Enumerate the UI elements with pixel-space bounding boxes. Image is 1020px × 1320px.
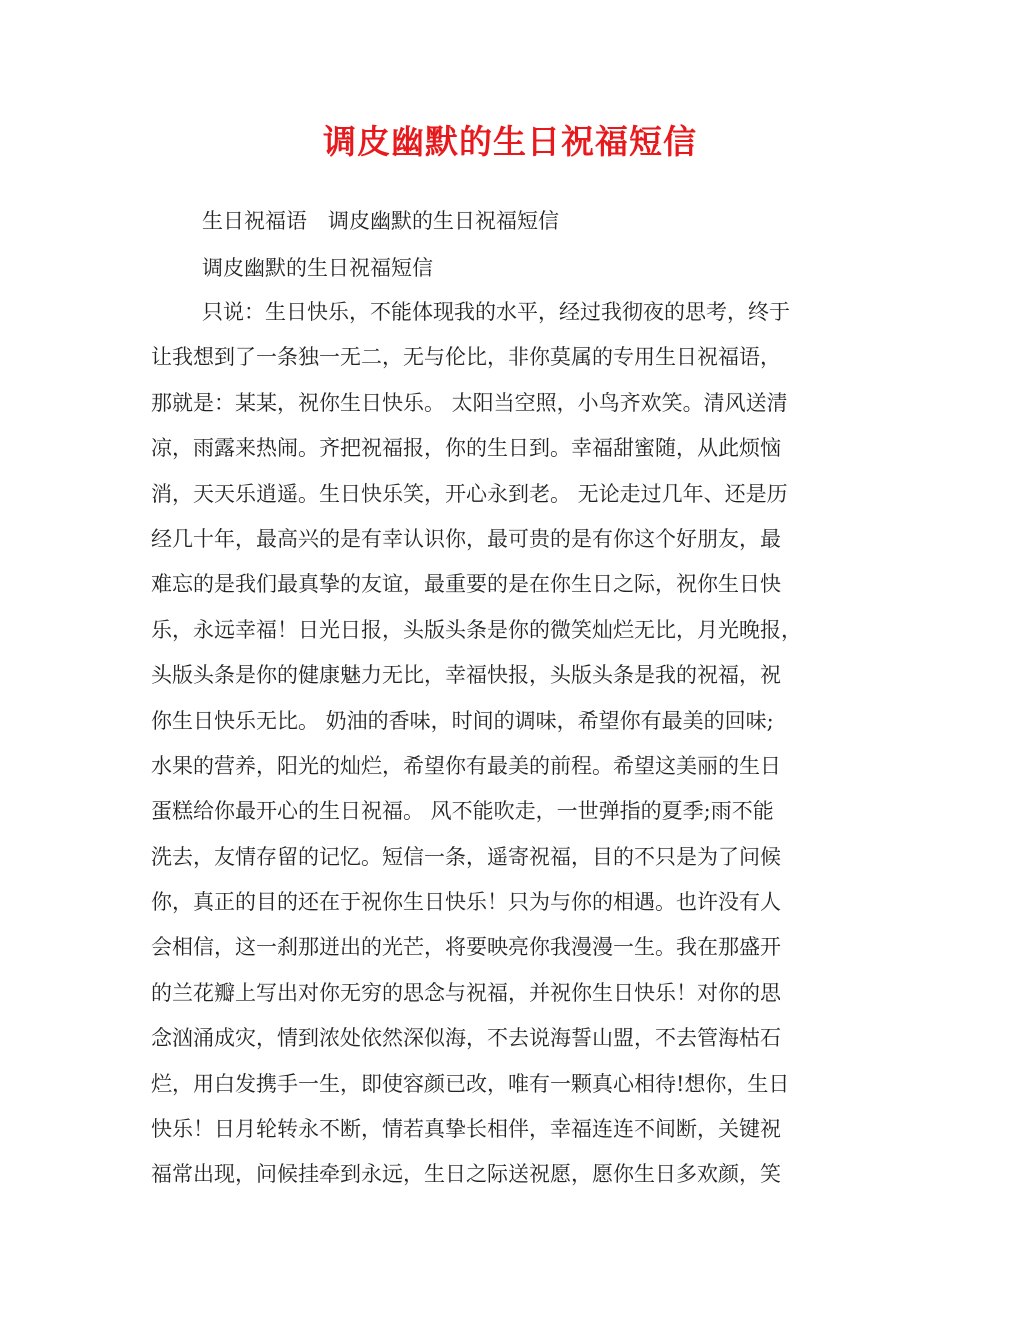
body-line: 念汹涌成灾，情到浓处依然深似海，不去说海誓山盟，不去管海枯石: [151, 1026, 781, 1051]
body-line: 洗去，友情存留的记忆。短信一条，遥寄祝福，目的不只是为了问候: [151, 844, 781, 869]
body-line: 头版头条是你的健康魅力无比，幸福快报，头版头条是我的祝福，祝: [151, 663, 781, 688]
body-line: 那就是：某某，祝你生日快乐。 太阳当空照，小鸟齐欢笑。清风送清: [151, 390, 788, 415]
body-line: 只说：生日快乐，不能体现我的水平，经过我彻夜的思考，终于: [202, 300, 790, 324]
body-line: 会相信，这一刹那迸出的光芒，将要映亮你我漫漫一生。我在那盛开: [151, 935, 781, 960]
body-line: 烂，用白发携手一生，即使容颜已改，唯有一颗真心相待!想你，生日: [151, 1071, 790, 1096]
document-title: 调皮幽默的生日祝福短信: [323, 122, 697, 161]
body-line: 消，天天乐逍遥。生日快乐笑，开心永到老。 无论走过几年、还是历: [151, 481, 788, 506]
body-line: 你，真正的目的还在于祝你生日快乐！只为与你的相遇。也许没有人: [151, 890, 781, 915]
body-line: 快乐！日月轮转永不断，情若真挚长相伴，幸福连连不间断，关键祝: [151, 1117, 781, 1142]
body-line: 难忘的是我们最真挚的友谊，最重要的是在你生日之际，祝你生日快: [151, 572, 781, 597]
body-line: 福常出现，问候挂牵到永远，生日之际送祝愿，愿你生日多欢颜，笑: [151, 1162, 781, 1187]
body-line: 的兰花瓣上写出对你无穷的思念与祝福，并祝你生日快乐！对你的思: [151, 980, 781, 1005]
body-paragraph: [151, 290, 863, 1198]
body-line: 你生日快乐无比。 奶油的香味，时间的调味，希望你有最美的回味;: [151, 708, 774, 733]
body-line: 水果的营养，阳光的灿烂，希望你有最美的前程。希望这美丽的生日: [151, 753, 781, 778]
body-line: 让我想到了一条独一无二，无与伦比，非你莫属的专用生日祝福语，: [151, 345, 781, 370]
body-line: 蛋糕给你最开心的生日祝福。 风不能吹走，一世弹指的夏季;雨不能: [151, 799, 774, 824]
body-line: 经几十年，最高兴的是有幸认识你，最可贵的是有你这个好朋友，最: [151, 526, 781, 551]
body-line: 乐，永远幸福！日光日报，头版头条是你的微笑灿烂无比，月光晚报，: [151, 617, 802, 642]
category-line: 生日祝福语 调皮幽默的生日祝福短信: [202, 209, 559, 233]
body-line: 凉，雨露来热闹。齐把祝福报，你的生日到。幸福甜蜜随，从此烦恼: [151, 436, 781, 461]
heading-line: 调皮幽默的生日祝福短信: [202, 256, 433, 280]
